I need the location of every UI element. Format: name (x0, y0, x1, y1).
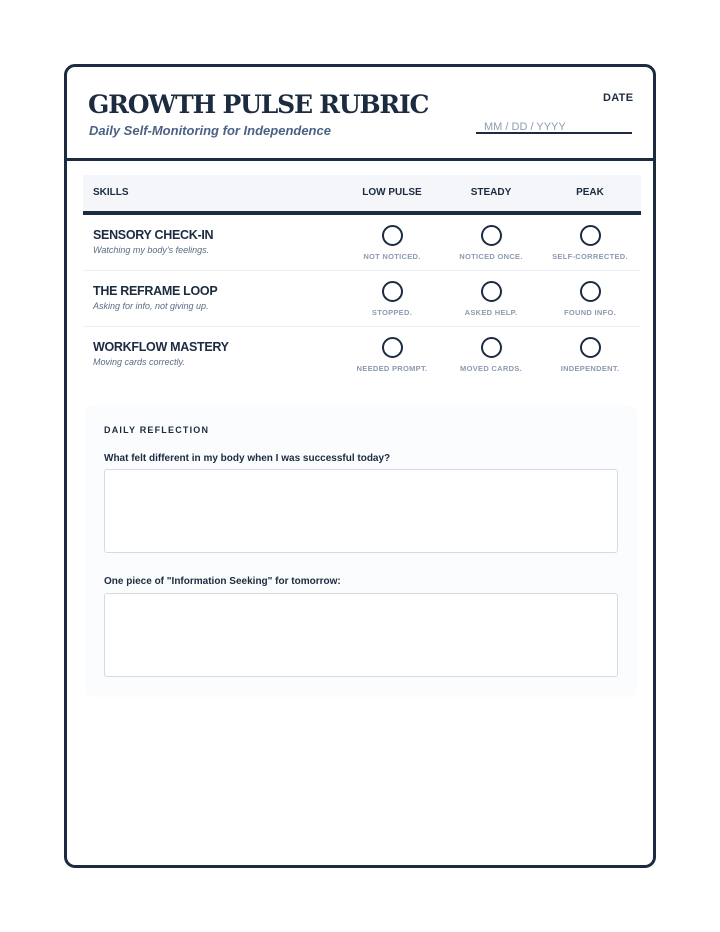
skill-name: SENSORY CHECK-IN (93, 228, 214, 242)
column-header-peak: PEAK (576, 187, 604, 198)
table-row (83, 215, 641, 271)
rating-label: SELF-CORRECTED. (552, 252, 628, 261)
table-header (83, 175, 641, 215)
reflection-title: DAILY REFLECTION (104, 425, 210, 435)
reflection-question-1: What felt different in my body when I was successful today? (104, 453, 391, 464)
rating-option-peak[interactable] (540, 225, 640, 261)
table-row (83, 327, 641, 382)
rating-option-steady[interactable] (441, 281, 541, 317)
table-row (83, 271, 641, 327)
rating-label: STOPPED. (371, 308, 413, 317)
column-header-skills: SKILLS (93, 187, 129, 198)
column-header-low-pulse: LOW PULSE (362, 187, 422, 198)
date-field[interactable]: MM / DD / YYYY (476, 120, 632, 134)
rating-label: NEEDED PROMPT. (356, 364, 428, 373)
radio-circle[interactable] (382, 281, 403, 302)
radio-circle[interactable] (382, 225, 403, 246)
rating-label: MOVED CARDS. (460, 364, 522, 373)
radio-circle[interactable] (481, 225, 502, 246)
skill-description: Asking for info, not giving up. (93, 301, 209, 311)
rubric-header (67, 67, 653, 161)
radio-circle[interactable] (580, 337, 601, 358)
radio-circle[interactable] (580, 225, 601, 246)
rating-label: FOUND INFO. (563, 308, 617, 317)
reflection-answer-1[interactable] (104, 469, 618, 553)
skill-description: Watching my body's feelings. (93, 245, 210, 255)
radio-circle[interactable] (382, 337, 403, 358)
column-header-steady: STEADY (470, 187, 512, 198)
rating-option-peak[interactable] (540, 337, 640, 373)
skill-description: Moving cards correctly. (93, 357, 185, 367)
date-label: DATE (603, 92, 634, 104)
skill-name: THE REFRAME LOOP (93, 284, 218, 298)
rating-option-low[interactable] (342, 337, 442, 373)
rating-option-steady[interactable] (441, 337, 541, 373)
reflection-question-2: One piece of "Information Seeking" for tomorrow: (104, 576, 341, 587)
skills-table (83, 175, 641, 382)
radio-circle[interactable] (481, 337, 502, 358)
rubric-sheet (64, 64, 656, 868)
rating-option-steady[interactable] (441, 225, 541, 261)
page-title: GROWTH PULSE RUBRIC (88, 90, 429, 119)
rating-label: INDEPENDENT. (560, 364, 620, 373)
page-subtitle: Daily Self-Monitoring for Independence (89, 123, 331, 138)
rating-label: NOT NOTICED. (363, 252, 421, 261)
rating-option-low[interactable] (342, 281, 442, 317)
skill-name: WORKFLOW MASTERY (93, 340, 229, 354)
radio-circle[interactable] (580, 281, 601, 302)
rating-option-peak[interactable] (540, 281, 640, 317)
daily-reflection-panel (85, 405, 637, 697)
rating-label: NOTICED ONCE. (459, 252, 523, 261)
radio-circle[interactable] (481, 281, 502, 302)
rating-label: ASKED HELP. (464, 308, 518, 317)
rating-option-low[interactable] (342, 225, 442, 261)
reflection-answer-2[interactable] (104, 593, 618, 677)
